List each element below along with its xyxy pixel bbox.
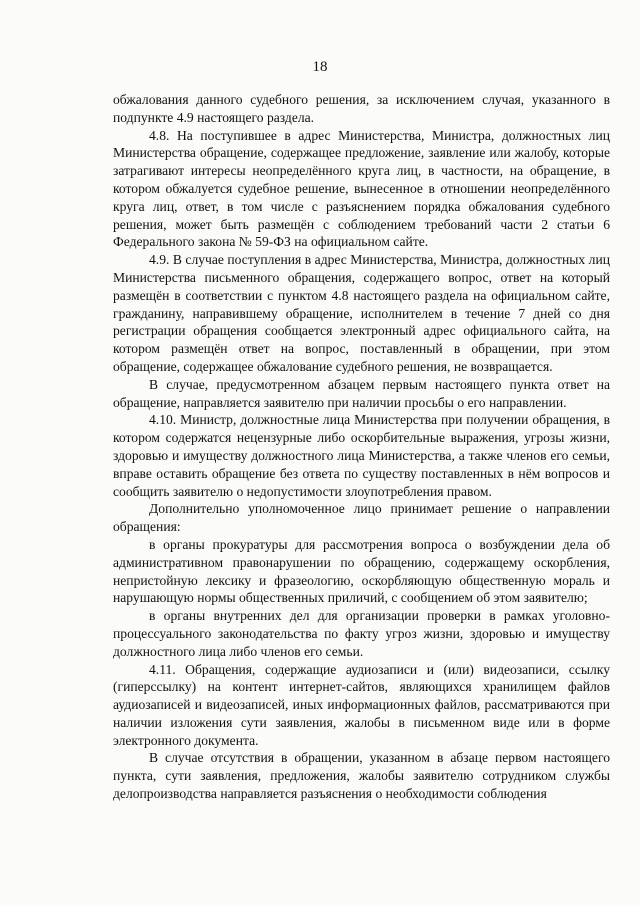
paragraph-4-9: 4.9. В случае поступления в адрес Министерства, Министра, должностных лиц Министерства письменного обращения, содержащего вопрос, ответ на который размещён в соответствии с пунктом 4.8 настоящего раздела на официальном сайте, гражданину, направившему обращение, исполнителем в течение 7 дней со дня регистрации обращения сообщается электронный адрес официального сайта, на котором размещён ответ на вопрос, поставленный в обращении, при этом обращение, содержащее обжалование судебного решения, не возвращается. (113, 252, 610, 374)
paragraph-continuation: обжалования данного судебного решения, за исключением случая, указанного в подпункте 4.9 настоящего раздела. (113, 92, 610, 125)
paragraph-additional-decision: Дополнительно уполномоченное лицо принимает решение о направлении обращения: (113, 501, 610, 535)
paragraph-absence-of-essence: В случае отсутствия в обращении, указанном в абзаце первом настоящего пункта, сути заявления, предложения, жалобы заявителю сотрудником службы делопроизводства направляется разъяснения о необходимости соблюдения (113, 750, 610, 802)
paragraph-internal-affairs: в органы внутренних дел для организации проверки в рамках уголовно-процессуального законодательства по факту угроз жизни, здоровью и имуществу должностного лица либо членов его семьи. (113, 608, 610, 659)
paragraph-4-10: 4.10. Министр, должностные лица Министерства при получении обращения, в котором содержатся нецензурные либо оскорбительные выражения, угрозы жизни, здоровью и имуществу должностного лица Министерства, а также членов его семьи, вправе оставить обращение без ответа по существу поставленных в нём вопросов и сообщить заявителю о недопустимости злоупотребления правом. (113, 412, 610, 499)
paragraph-4-9-response: В случае, предусмотренном абзацем первым настоящего пункта ответ на обращение, направляется заявителю при наличии просьбы о его направлении. (113, 376, 610, 410)
paragraph-prosecutor: в органы прокуратуры для рассмотрения вопроса о возбуждении дела об административном правонарушении по обращению, содержащему оскорбления, непристойную лексику и фразеологию, оскорбляющую общественную мораль и нарушающую нормы общественных приличий, с сообщением об этом заявителю; (113, 536, 610, 606)
paragraph-4-11: 4.11. Обращения, содержащие аудиозаписи и (или) видеозаписи, ссылку (гиперссылку) на контент интернет-сайтов, являющихся хранилищем файлов аудиозаписей и видеозаписей, иных информационных файлов, рассматриваются при наличии изложения сути заявления, жалобы в письменном виде или в форме электронного документа. (113, 661, 610, 748)
page-number: 18 (312, 59, 328, 75)
paragraph-4-8: 4.8. На поступившее в адрес Министерства, Министра, должностных лиц Министерства обращение, содержащее предложение, заявление или жалобу, которые затрагивают интересы неопределённого круга лиц, в частности, на обращение, в котором обжалуется судебное решение, вынесенное в отношении неопределённого круга лиц, ответ, в том числе с разъяснением порядка обжалования судебного решения, может быть размещён с соблюдением требований части 2 статьи 6 Федерального закона № 59-ФЗ на официальном сайте. (113, 127, 610, 250)
document-body (113, 91, 610, 803)
